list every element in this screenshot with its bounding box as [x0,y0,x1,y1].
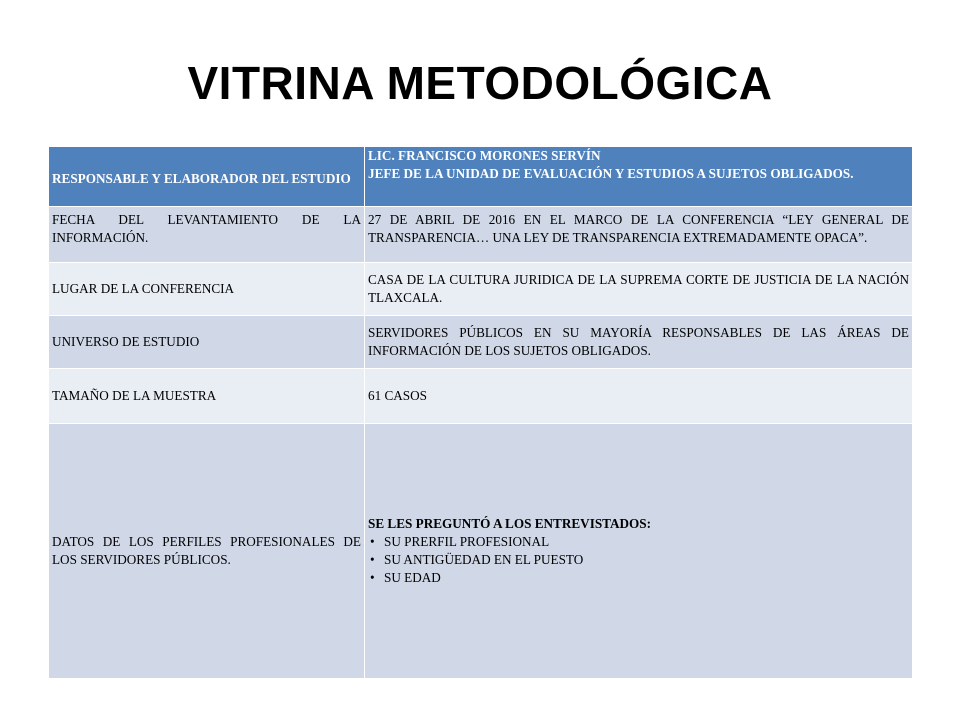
sample-value: 61 CASOS [365,369,913,424]
table-row-profiles [49,424,913,679]
profiles-question: SE LES PREGUNTÓ A LOS ENTREVISTADOS: [368,516,652,531]
list-item: • SU EDAD [370,570,441,585]
profiles-label: DATOS DE LOS PERFILES PROFESIONALES DE LOS SERVIDORES PÚBLICOS. [49,424,365,679]
table-row-date [49,207,913,263]
bullet-icon: • [370,570,375,585]
table-row-sample [49,369,913,424]
date-value: 27 DE ABRIL DE 2016 EN EL MARCO DE LA CONFERENCIA “LEY GENERAL DE TRANSPARENCIA… UNA LEY DE TRANSPARENCIA EXTREMADAMENTE OPACA”. [365,207,913,263]
responsible-name: LIC. FRANCISCO MORONES SERVÍN [368,148,601,163]
place-value: CASA DE LA CULTURA JURIDICA DE LA SUPREMA CORTE DE JUSTICIA DE LA NACIÓN TLAXCALA. [365,263,913,316]
place-label: LUGAR DE LA CONFERENCIA [49,263,365,316]
bullet-icon: • [370,552,375,567]
responsible-position: JEFE DE LA UNIDAD DE EVALUACIÓN Y ESTUDIOS A SUJETOS OBLIGADOS. [368,166,854,181]
responsible-label: RESPONSABLE Y ELABORADOR DEL ESTUDIO [49,147,365,207]
table-row-responsible [49,147,913,207]
profiles-list [368,533,909,587]
universe-value: SERVIDORES PÚBLICOS EN SU MAYORÍA RESPONSABLES DE LAS ÁREAS DE INFORMACIÓN DE LOS SUJETOS OBLIGADOS. [365,316,913,369]
responsible-value [365,147,913,207]
list-item: • SU PRERFIL PROFESIONAL [370,534,550,549]
list-item: • SU ANTIGÜEDAD EN EL PUESTO [370,552,584,567]
page-title: VITRINA METODOLÓGICA [187,57,773,109]
methodology-table [48,146,913,679]
table-row-place [49,263,913,316]
bullet-icon: • [370,534,375,549]
date-label: FECHA DEL LEVANTAMIENTO DE LA INFORMACIÓN. [49,207,365,263]
universe-label: UNIVERSO DE ESTUDIO [49,316,365,369]
table-row-universe [49,316,913,369]
profiles-value [365,424,913,679]
sample-label: TAMAÑO DE LA MUESTRA [49,369,365,424]
